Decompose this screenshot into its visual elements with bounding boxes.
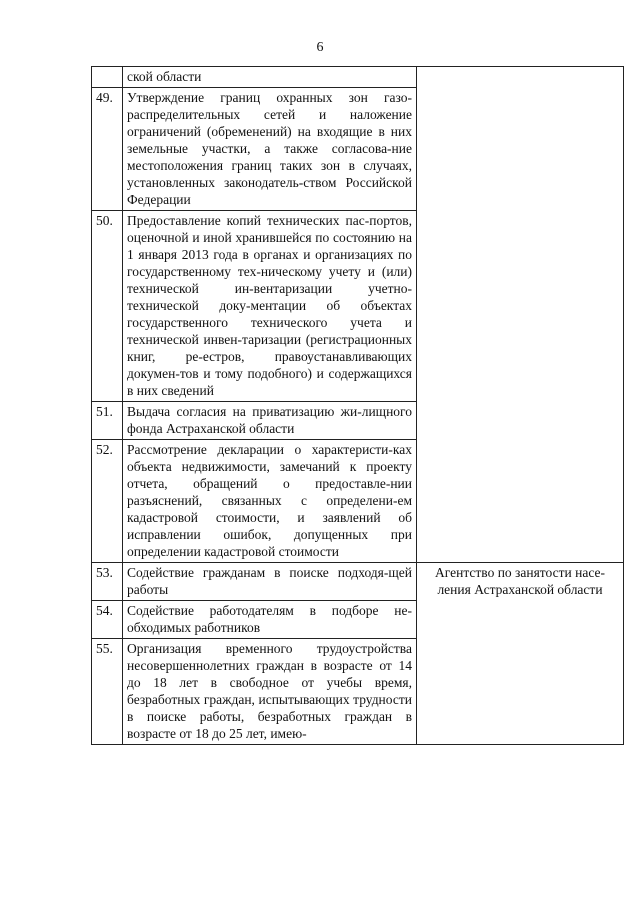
service-description [123, 440, 417, 563]
service-description [123, 67, 417, 88]
row-number [92, 67, 123, 88]
row-number: 52. [92, 440, 123, 563]
service-description [123, 601, 417, 639]
service-description [123, 639, 417, 745]
service-description [123, 402, 417, 440]
row-number: 50. [92, 211, 123, 402]
service-text: Содействие работодателям в подборе не-обходимых работников [127, 603, 412, 635]
page-number: 6 [316, 40, 324, 55]
service-description [123, 211, 417, 402]
table-row [92, 67, 624, 88]
responsible-agency-cell [417, 67, 624, 563]
row-number: 54. [92, 601, 123, 639]
service-text: Выдача согласия на приватизацию жи-лищного фонда Астраханской области [127, 404, 412, 436]
row-number: 55. [92, 639, 123, 745]
service-text: Содействие гражданам в поиске подходя-щей работы [127, 565, 412, 597]
table-row [92, 563, 624, 601]
service-text: Предоставление копий технических пас-портов, оценочной и иной хранившейся по состоянию на 1 января 2013 года в органах и организациях по государственному тех-ническому учету и (или) технической ин-вентаризации учетно-технической доку-ментации об объектах государственного технического учета и технической инвен-таризации (регистрационных книг, ре-естров, правоустанавливающих докумен-тов и тому подобного) и содержащихся в них сведений [127, 213, 412, 398]
service-text: Рассмотрение декларации о характеристи-ках объекта недвижимости, замечаний к проекту отчета, обращений о предоставле-нии разъяснений, связанных с определени-ем кадастровой стоимости, и заявлений об исправлении ошибок, допущенных при определении кадастровой стоимости [127, 442, 412, 559]
row-number: 53. [92, 563, 123, 601]
service-description [123, 563, 417, 601]
row-number: 51. [92, 402, 123, 440]
service-text: Утверждение границ охранных зон газо-распределительных сетей и наложение ограничений (обременений) на входящие в них земельные участки, а также согласова-ние местоположения границ таких зон в случаях, установленных законодатель-ством Российской Федерации [127, 90, 412, 207]
service-text: Организация временного трудоустройства несовершеннолетних граждан в возрасте от 14 до 18 лет в свободное от учебы время, безработных граждан, испытывающих трудности в поиске работы, безработных граждан в возрасте от 18 до 25 лет, имею- [127, 641, 412, 741]
row-number: 49. [92, 88, 123, 211]
service-description [123, 88, 417, 211]
services-table [91, 66, 624, 745]
responsible-agency: Агентство по занятости насе-ления Астраханской области [417, 563, 624, 745]
service-text: ской области [127, 69, 202, 84]
